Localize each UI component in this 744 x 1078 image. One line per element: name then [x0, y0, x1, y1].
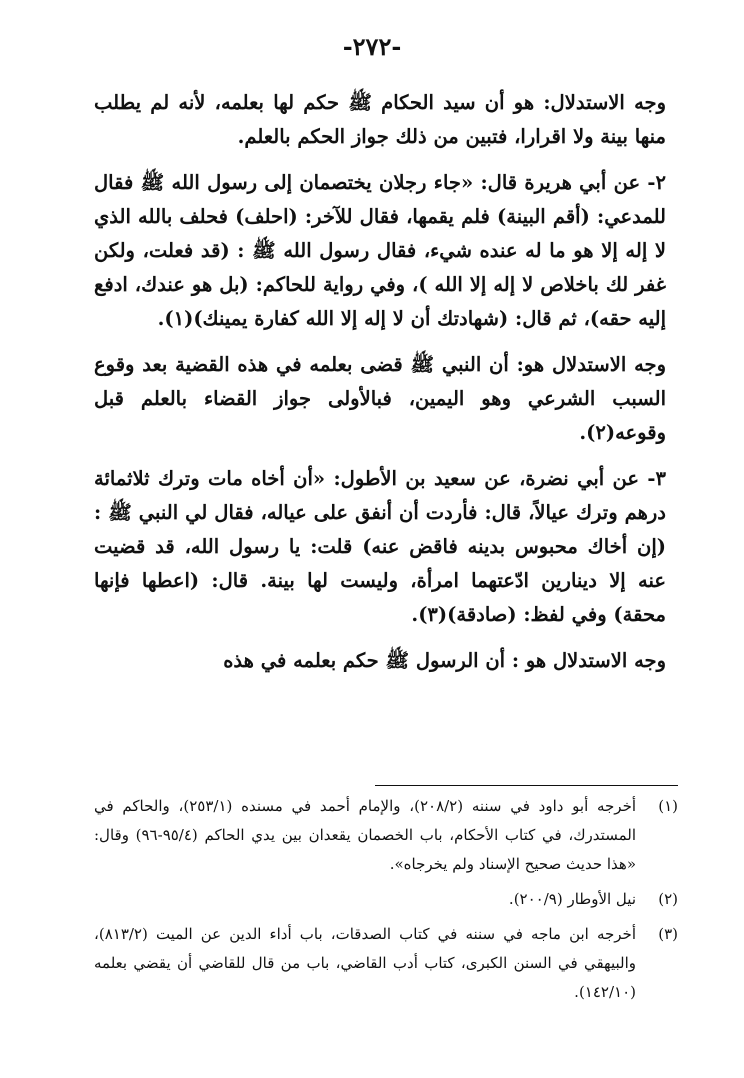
paragraph: ٢- عن أبي هريرة قال: «جاء رجلان يختصمان إلى رسول الله ﷺ فقال للمدعي: (أقم البينة) فلم يقمها، فقال للآخر: (احلف) فحلف بالله الذي لا إله إلا هو ما له عنده شيء، فقال رسول الله ﷺ : (قد فعلت، ولكن غفر لك باخلاص لا إله إلا الله )، وفي رواية للحاكم: (بل هو عندك، ادفع إليه حقه)، ثم قال: (شهادتك أن لا إله إلا الله كفارة يمينك)(١).: [94, 171, 666, 330]
paragraph: وجه الاستدلال هو: أن النبي ﷺ قضى بعلمه في هذه القضية بعد وقوع السبب الشرعي وهو اليمين، فبالأولى جواز القضاء بالعلم قبل وقوعه(٢).: [94, 353, 666, 444]
main-text: [94, 86, 666, 690]
footnote-number: (١): [658, 797, 678, 815]
footnote-text: أخرجه ابن ماجه في سننه في كتاب الصدقات، باب أداء الدين عن الميت (٨١٣/٢)، والبيهقي في السنن الكبرى، كتاب أدب القاضي، باب من قال للقاضي أن يقضي بعلمه (١٤٢/١٠).: [94, 925, 636, 1001]
page-number: -٢٧٢-: [342, 32, 402, 61]
footnote-number: (٢): [658, 890, 678, 908]
footnote-text: أخرجه أبو داود في سننه (٢٠٨/٢)، والإمام أحمد في مسنده (٢٥٣/١)، والحاكم في المستدرك، في كتاب الأحكام، باب الخصمان يقعدان بين يدي الحاكم (٩٥/٤-٩٦) وقال: «هذا حديث صحيح الإسناد ولم يخرجاه».: [94, 797, 637, 873]
footnote: [94, 920, 678, 1007]
footnote: [94, 792, 678, 879]
paragraph: ٣- عن أبي نضرة، عن سعيد بن الأطول: «أن أخاه مات وترك ثلاثمائة درهم وترك عيالاً، قال: فأردت أن أنفق على عياله، فقال لي النبي ﷺ : (إن أخاك محبوس بدينه فاقض عنه) قلت: يا رسول الله، قد قضيت عنه إلا دينارين ادّعتهما امرأة، وليست لها بينة. قال: (اعطها فإنها محقة) وفي لفظ: (صادقة)(٣).: [94, 467, 666, 626]
footnote-text: نيل الأوطار (٢٠٠/٩).: [508, 890, 636, 908]
footnote-number: (٣): [658, 925, 678, 943]
paragraph: وجه الاستدلال: هو أن سيد الحكام ﷺ حكم لها بعلمه، لأنه لم يطلب منها بينة ولا اقرارا، فتبين من ذلك جواز الحكم بالعلم.: [94, 91, 666, 148]
footnote: [94, 885, 678, 914]
footnotes: [94, 792, 678, 1013]
paragraph: وجه الاستدلال هو : أن الرسول ﷺ حكم بعلمه في هذه: [223, 649, 666, 672]
footnote-divider: [375, 785, 678, 786]
